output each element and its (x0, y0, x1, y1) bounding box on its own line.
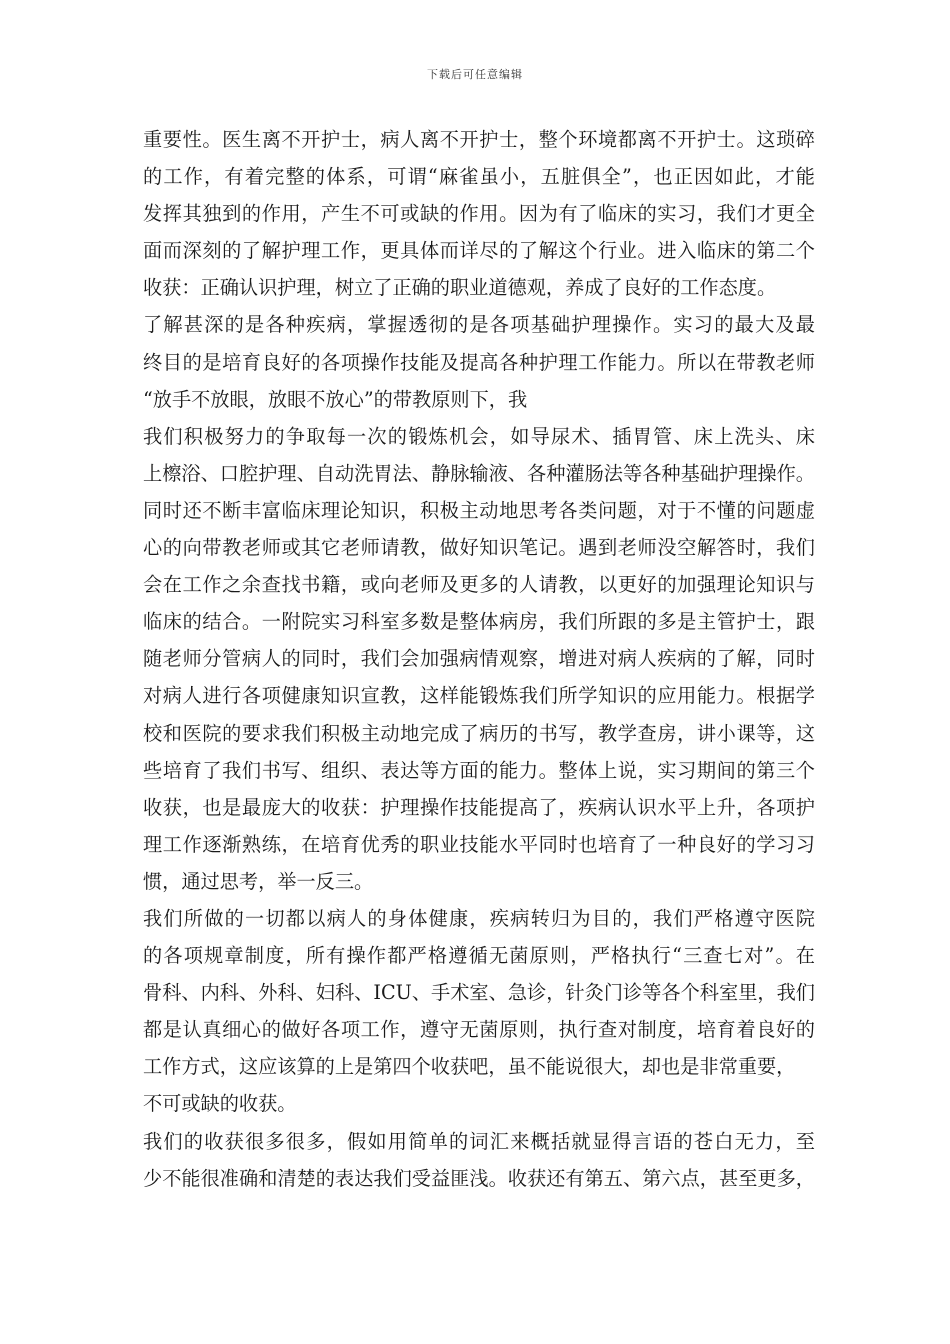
text-line: 了解甚深的是各种疾病，掌握透彻的是各项基础护理操作。实习的最大及最 (143, 313, 815, 337)
text-line: 发挥其独到的作用，产生不可或缺的作用。因为有了临床的实习，我们才更全 (143, 202, 815, 226)
text-line: 终目的是培育良好的各项操作技能及提高各种护理工作能力。所以在带教老师 (143, 350, 815, 374)
text-line: 对病人进行各项健康知识宣教，这样能锻炼我们所学知识的应用能力。根据学 (143, 684, 815, 708)
text-line: 我们的收获很多很多，假如用简单的词汇来概括就显得言语的苍白无力，至 (143, 1129, 815, 1153)
text-line: 工作方式，这应该算的上是第四个收获吧，虽不能说很大，却也是非常重要， (143, 1055, 796, 1079)
text-line: 少不能很准确和清楚的表达我们受益匪浅。收获还有第五、第六点，甚至更多， (143, 1166, 815, 1190)
paragraph (143, 1123, 815, 1197)
text-line: 校和医院的要求我们积极主动地完成了病历的书写，教学查房，讲小课等，这 (143, 721, 815, 745)
paragraph (143, 418, 815, 900)
text-line: 都是认真细心的做好各项工作，遵守无菌原则，执行查对制度，培育着良好的 (143, 1018, 815, 1042)
paragraph (143, 900, 815, 1123)
text-line: 不可或缺的收获。 (143, 1092, 297, 1116)
text-line: 些培育了我们书写、组织、表达等方面的能力。整体上说，实习期间的第三个 (143, 758, 815, 782)
text-line: 骨科、内科、外科、妇科、ICU、手术室、急诊，针灸门诊等各个科室里，我们 (143, 981, 815, 1005)
text-line: 会在工作之余查找书籍，或向老师及更多的人请教，以更好的加强理论知识与 (143, 573, 815, 597)
text-line: 收获：正确认识护理，树立了正确的职业道德观，养成了良好的工作态度。 (143, 276, 777, 300)
page-header: 下载后可任意编辑 (427, 68, 523, 81)
text-line: 上檫浴、口腔护理、自动洗胃法、静脉输液、各种灌肠法等各种基础护理操作。 (143, 461, 815, 485)
text-line: 心的向带教老师或其它老师请教，做好知识笔记。遇到老师没空解答时，我们 (143, 536, 815, 560)
document-body (143, 121, 815, 1197)
text-line: 的工作，有着完整的体系，可谓“麻雀虽小，五脏俱全”，也正因如此，才能 (143, 165, 815, 189)
text-line: 我们积极努力的争取每一次的锻炼机会，如导尿术、插胃管、床上洗头、床 (143, 424, 815, 448)
text-line: 临床的结合。一附院实习科室多数是整体病房，我们所跟的多是主管护士，跟 (143, 610, 815, 634)
text-line: 重要性。医生离不开护士，病人离不开护士，整个环境都离不开护士。这琐碎 (143, 128, 815, 151)
text-line: “放手不放眼，放眼不放心”的带教原则下，我 (143, 387, 528, 411)
text-line: 的各项规章制度，所有操作都严格遵循无菌原则，严格执行“三查七对”。在 (143, 944, 815, 968)
text-line: 收获，也是最庞大的收获：护理操作技能提高了，疾病认识水平上升，各项护 (143, 795, 815, 819)
text-line: 惯，通过思考，举一反三。 (143, 869, 374, 893)
text-line: 理工作逐渐熟练，在培育优秀的职业技能水平同时也培育了一种良好的学习习 (143, 832, 815, 856)
text-line: 随老师分管病人的同时，我们会加强病情观察，增进对病人疾病的了解，同时 (143, 647, 815, 671)
paragraph (143, 306, 815, 417)
text-line: 面而深刻的了解护理工作，更具体而详尽的了解这个行业。进入临床的第二个 (143, 239, 815, 263)
text-line: 我们所做的一切都以病人的身体健康，疾病转归为目的，我们严格遵守医院 (143, 906, 815, 930)
paragraph (143, 121, 815, 306)
text-line: 同时还不断丰富临床理论知识，积极主动地思考各类问题，对于不懂的问题虚 (143, 498, 815, 522)
